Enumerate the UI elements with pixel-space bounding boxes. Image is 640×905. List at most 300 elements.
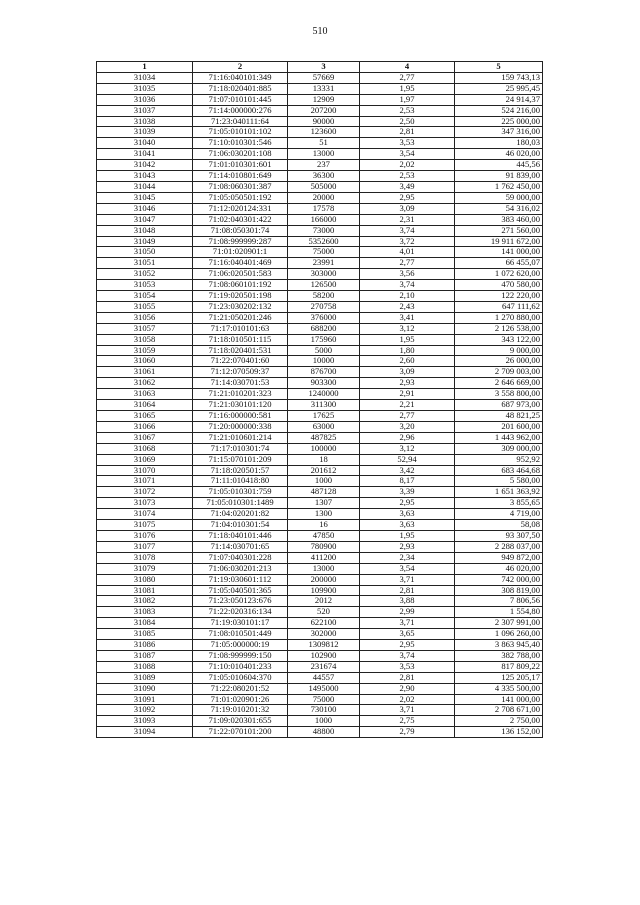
row-number-cell: 31064 bbox=[97, 400, 193, 411]
row-number-cell: 31035 bbox=[97, 83, 193, 94]
row-number-cell: 31090 bbox=[97, 683, 193, 694]
cadastral-value-cell: 4 719,00 bbox=[455, 509, 543, 520]
cadastral-value-cell: 141 000,00 bbox=[455, 694, 543, 705]
cadastral-number-cell: 71:10:010301:546 bbox=[193, 138, 288, 149]
cadastral-number-cell: 71:04:020201:82 bbox=[193, 509, 288, 520]
row-number-cell: 31043 bbox=[97, 171, 193, 182]
table-row bbox=[97, 83, 543, 94]
cadastral-number-cell: 71:12:070509:37 bbox=[193, 367, 288, 378]
area-cell: 47850 bbox=[288, 530, 360, 541]
table-row bbox=[97, 716, 543, 727]
specific-value-cell: 2,02 bbox=[360, 694, 455, 705]
column-header-4: 4 bbox=[360, 62, 455, 73]
specific-value-cell: 3,54 bbox=[360, 149, 455, 160]
column-header-2: 2 bbox=[193, 62, 288, 73]
specific-value-cell: 2,96 bbox=[360, 432, 455, 443]
specific-value-cell: 2,91 bbox=[360, 389, 455, 400]
specific-value-cell: 2,81 bbox=[360, 127, 455, 138]
cadastral-value-cell: 59 000,00 bbox=[455, 192, 543, 203]
specific-value-cell: 3,74 bbox=[360, 280, 455, 291]
cadastral-number-cell: 71:09:020301:655 bbox=[193, 716, 288, 727]
cadastral-value-cell: 225 000,00 bbox=[455, 116, 543, 127]
cadastral-number-cell: 71:07:040301:228 bbox=[193, 552, 288, 563]
cadastral-number-cell: 71:04:010301:54 bbox=[193, 520, 288, 531]
cadastral-value-cell: 93 307,50 bbox=[455, 530, 543, 541]
cadastral-number-cell: 71:17:010301:74 bbox=[193, 443, 288, 454]
table-row bbox=[97, 607, 543, 618]
area-cell: 63000 bbox=[288, 421, 360, 432]
area-cell: 75000 bbox=[288, 247, 360, 258]
cadastral-number-cell: 71:14:030701:53 bbox=[193, 378, 288, 389]
table-row bbox=[97, 727, 543, 738]
cadastral-number-cell: 71:01:010301:601 bbox=[193, 160, 288, 171]
table-row bbox=[97, 585, 543, 596]
area-cell: 2012 bbox=[288, 596, 360, 607]
row-number-cell: 31036 bbox=[97, 94, 193, 105]
table-row bbox=[97, 323, 543, 334]
table-row bbox=[97, 312, 543, 323]
column-header-3: 3 bbox=[288, 62, 360, 73]
cadastral-value-cell: 5 580,00 bbox=[455, 476, 543, 487]
specific-value-cell: 3,88 bbox=[360, 596, 455, 607]
row-number-cell: 31073 bbox=[97, 498, 193, 509]
table-row bbox=[97, 334, 543, 345]
area-cell: 100000 bbox=[288, 443, 360, 454]
specific-value-cell: 3,65 bbox=[360, 629, 455, 640]
table-row bbox=[97, 552, 543, 563]
row-number-cell: 31037 bbox=[97, 105, 193, 116]
cadastral-value-cell: 46 020,00 bbox=[455, 149, 543, 160]
row-number-cell: 31042 bbox=[97, 160, 193, 171]
cadastral-value-cell: 687 973,00 bbox=[455, 400, 543, 411]
cadastral-value-cell: 2 126 538,00 bbox=[455, 323, 543, 334]
row-number-cell: 31069 bbox=[97, 454, 193, 465]
cadastral-number-cell: 71:19:010201:32 bbox=[193, 705, 288, 716]
area-cell: 58200 bbox=[288, 291, 360, 302]
row-number-cell: 31077 bbox=[97, 541, 193, 552]
cadastral-number-cell: 71:05:010604:370 bbox=[193, 672, 288, 683]
table-row bbox=[97, 116, 543, 127]
table-row bbox=[97, 683, 543, 694]
row-number-cell: 31085 bbox=[97, 629, 193, 640]
row-number-cell: 31053 bbox=[97, 280, 193, 291]
cadastral-number-cell: 71:11:010418:80 bbox=[193, 476, 288, 487]
row-number-cell: 31044 bbox=[97, 181, 193, 192]
cadastral-number-cell: 71:23:030202:132 bbox=[193, 301, 288, 312]
table-body bbox=[97, 72, 543, 737]
area-cell: 270758 bbox=[288, 301, 360, 312]
area-cell: 231674 bbox=[288, 661, 360, 672]
area-cell: 102900 bbox=[288, 650, 360, 661]
table-row bbox=[97, 596, 543, 607]
cadastral-number-cell: 71:08:060301:387 bbox=[193, 181, 288, 192]
specific-value-cell: 4,01 bbox=[360, 247, 455, 258]
area-cell: 311300 bbox=[288, 400, 360, 411]
area-cell: 201612 bbox=[288, 465, 360, 476]
table-row bbox=[97, 378, 543, 389]
table-row bbox=[97, 149, 543, 160]
table-row bbox=[97, 476, 543, 487]
row-number-cell: 31063 bbox=[97, 389, 193, 400]
specific-value-cell: 2,81 bbox=[360, 672, 455, 683]
cadastral-number-cell: 71:22:070101:200 bbox=[193, 727, 288, 738]
row-number-cell: 31086 bbox=[97, 640, 193, 651]
cadastral-value-cell: 271 560,00 bbox=[455, 225, 543, 236]
row-number-cell: 31072 bbox=[97, 487, 193, 498]
table-row bbox=[97, 421, 543, 432]
row-number-cell: 31065 bbox=[97, 411, 193, 422]
row-number-cell: 31034 bbox=[97, 72, 193, 83]
area-cell: 207200 bbox=[288, 105, 360, 116]
specific-value-cell: 2,02 bbox=[360, 160, 455, 171]
row-number-cell: 31056 bbox=[97, 312, 193, 323]
table-row bbox=[97, 563, 543, 574]
cadastral-number-cell: 71:06:020501:583 bbox=[193, 269, 288, 280]
table-row bbox=[97, 171, 543, 182]
specific-value-cell: 3,63 bbox=[360, 509, 455, 520]
table-row bbox=[97, 356, 543, 367]
specific-value-cell: 2,90 bbox=[360, 683, 455, 694]
row-number-cell: 31080 bbox=[97, 574, 193, 585]
area-cell: 5352600 bbox=[288, 236, 360, 247]
specific-value-cell: 3,56 bbox=[360, 269, 455, 280]
page-number: 510 bbox=[312, 26, 328, 37]
specific-value-cell: 3,74 bbox=[360, 225, 455, 236]
cadastral-value-cell: 3 855,65 bbox=[455, 498, 543, 509]
cadastral-number-cell: 71:18:010501:115 bbox=[193, 334, 288, 345]
table-row bbox=[97, 138, 543, 149]
table-row bbox=[97, 367, 543, 378]
table-row bbox=[97, 127, 543, 138]
row-number-cell: 31089 bbox=[97, 672, 193, 683]
specific-value-cell: 1,95 bbox=[360, 83, 455, 94]
cadastral-number-cell: 71:22:080201:52 bbox=[193, 683, 288, 694]
row-number-cell: 31061 bbox=[97, 367, 193, 378]
specific-value-cell: 3,12 bbox=[360, 443, 455, 454]
cadastral-value-cell: 2 750,00 bbox=[455, 716, 543, 727]
area-cell: 20000 bbox=[288, 192, 360, 203]
area-cell: 23991 bbox=[288, 258, 360, 269]
area-cell: 36300 bbox=[288, 171, 360, 182]
row-number-cell: 31078 bbox=[97, 552, 193, 563]
cadastral-number-cell: 71:14:000000:276 bbox=[193, 105, 288, 116]
table-row bbox=[97, 694, 543, 705]
cadastral-value-cell: 125 205,17 bbox=[455, 672, 543, 683]
area-cell: 730100 bbox=[288, 705, 360, 716]
cadastral-number-cell: 71:21:050201:246 bbox=[193, 312, 288, 323]
table-row bbox=[97, 640, 543, 651]
specific-value-cell: 3,71 bbox=[360, 618, 455, 629]
table-row bbox=[97, 629, 543, 640]
table-row bbox=[97, 661, 543, 672]
cadastral-number-cell: 71:02:040301:422 bbox=[193, 214, 288, 225]
table-row bbox=[97, 454, 543, 465]
cadastral-number-cell: 71:18:040101:446 bbox=[193, 530, 288, 541]
row-number-cell: 31076 bbox=[97, 530, 193, 541]
area-cell: 75000 bbox=[288, 694, 360, 705]
row-number-cell: 31075 bbox=[97, 520, 193, 531]
cadastral-number-cell: 71:18:020401:885 bbox=[193, 83, 288, 94]
cadastral-number-cell: 71:08:010501:449 bbox=[193, 629, 288, 640]
cadastral-number-cell: 71:05:040501:365 bbox=[193, 585, 288, 596]
area-cell: 166000 bbox=[288, 214, 360, 225]
row-number-cell: 31055 bbox=[97, 301, 193, 312]
row-number-cell: 31084 bbox=[97, 618, 193, 629]
specific-value-cell: 3,53 bbox=[360, 661, 455, 672]
cadastral-value-cell: 1 443 962,00 bbox=[455, 432, 543, 443]
specific-value-cell: 1,95 bbox=[360, 530, 455, 541]
cadastral-value-cell: 470 580,00 bbox=[455, 280, 543, 291]
specific-value-cell: 3,71 bbox=[360, 705, 455, 716]
row-number-cell: 31051 bbox=[97, 258, 193, 269]
cadastral-value-cell: 66 455,07 bbox=[455, 258, 543, 269]
cadastral-value-cell: 180,03 bbox=[455, 138, 543, 149]
specific-value-cell: 3,42 bbox=[360, 465, 455, 476]
area-cell: 780900 bbox=[288, 541, 360, 552]
cadastral-number-cell: 71:10:010401:233 bbox=[193, 661, 288, 672]
cadastral-number-cell: 71:01:020901:26 bbox=[193, 694, 288, 705]
cadastral-number-cell: 71:22:070401:60 bbox=[193, 356, 288, 367]
cadastral-value-cell: 817 809,22 bbox=[455, 661, 543, 672]
row-number-cell: 31050 bbox=[97, 247, 193, 258]
area-cell: 505000 bbox=[288, 181, 360, 192]
cadastral-number-cell: 71:20:000000:338 bbox=[193, 421, 288, 432]
row-number-cell: 31057 bbox=[97, 323, 193, 334]
area-cell: 1309812 bbox=[288, 640, 360, 651]
row-number-cell: 31071 bbox=[97, 476, 193, 487]
cadastral-value-cell: 2 646 669,00 bbox=[455, 378, 543, 389]
area-cell: 12909 bbox=[288, 94, 360, 105]
specific-value-cell: 2,79 bbox=[360, 727, 455, 738]
row-number-cell: 31046 bbox=[97, 203, 193, 214]
cadastral-value-cell: 647 111,62 bbox=[455, 301, 543, 312]
area-cell: 876700 bbox=[288, 367, 360, 378]
table-row bbox=[97, 520, 543, 531]
cadastral-value-cell: 2 708 671,00 bbox=[455, 705, 543, 716]
cadastral-number-cell: 71:17:010101:63 bbox=[193, 323, 288, 334]
area-cell: 123600 bbox=[288, 127, 360, 138]
cadastral-number-cell: 71:19:030601:112 bbox=[193, 574, 288, 585]
table-row bbox=[97, 498, 543, 509]
cadastral-value-cell: 201 600,00 bbox=[455, 421, 543, 432]
cadastral-number-cell: 71:21:010601:214 bbox=[193, 432, 288, 443]
cadastral-value-cell: 382 788,00 bbox=[455, 650, 543, 661]
area-cell: 688200 bbox=[288, 323, 360, 334]
table-row bbox=[97, 280, 543, 291]
specific-value-cell: 2,10 bbox=[360, 291, 455, 302]
table-row bbox=[97, 400, 543, 411]
cadastral-number-cell: 71:23:040111:64 bbox=[193, 116, 288, 127]
specific-value-cell: 3,09 bbox=[360, 203, 455, 214]
row-number-cell: 31066 bbox=[97, 421, 193, 432]
cadastral-value-cell: 2 709 003,00 bbox=[455, 367, 543, 378]
cadastral-value-cell: 1 096 260,00 bbox=[455, 629, 543, 640]
area-cell: 1307 bbox=[288, 498, 360, 509]
table-row bbox=[97, 541, 543, 552]
area-cell: 1495000 bbox=[288, 683, 360, 694]
row-number-cell: 31068 bbox=[97, 443, 193, 454]
row-number-cell: 31049 bbox=[97, 236, 193, 247]
area-cell: 303000 bbox=[288, 269, 360, 280]
area-cell: 5000 bbox=[288, 345, 360, 356]
area-cell: 411200 bbox=[288, 552, 360, 563]
cadastral-number-cell: 71:16:040401:469 bbox=[193, 258, 288, 269]
row-number-cell: 31045 bbox=[97, 192, 193, 203]
row-number-cell: 31094 bbox=[97, 727, 193, 738]
area-cell: 175960 bbox=[288, 334, 360, 345]
area-cell: 13331 bbox=[288, 83, 360, 94]
table-row bbox=[97, 705, 543, 716]
specific-value-cell: 2,43 bbox=[360, 301, 455, 312]
cadastral-value-cell: 309 000,00 bbox=[455, 443, 543, 454]
table-row bbox=[97, 301, 543, 312]
area-cell: 17625 bbox=[288, 411, 360, 422]
specific-value-cell: 2,99 bbox=[360, 607, 455, 618]
cadastral-value-cell: 445,56 bbox=[455, 160, 543, 171]
area-cell: 73000 bbox=[288, 225, 360, 236]
table-row bbox=[97, 72, 543, 83]
table-row bbox=[97, 345, 543, 356]
area-cell: 57669 bbox=[288, 72, 360, 83]
table-row bbox=[97, 465, 543, 476]
table-row bbox=[97, 258, 543, 269]
cadastral-value-cell: 25 995,45 bbox=[455, 83, 543, 94]
row-number-cell: 31060 bbox=[97, 356, 193, 367]
row-number-cell: 31067 bbox=[97, 432, 193, 443]
row-number-cell: 31083 bbox=[97, 607, 193, 618]
cadastral-value-cell: 54 316,02 bbox=[455, 203, 543, 214]
row-number-cell: 31081 bbox=[97, 585, 193, 596]
cadastral-number-cell: 71:08:050301:74 bbox=[193, 225, 288, 236]
table-row bbox=[97, 487, 543, 498]
cadastral-number-cell: 71:18:020501:57 bbox=[193, 465, 288, 476]
area-cell: 16 bbox=[288, 520, 360, 531]
cadastral-number-cell: 71:15:070101:209 bbox=[193, 454, 288, 465]
row-number-cell: 31062 bbox=[97, 378, 193, 389]
cadastral-value-cell: 1 651 363,92 bbox=[455, 487, 543, 498]
row-number-cell: 31088 bbox=[97, 661, 193, 672]
area-cell: 376000 bbox=[288, 312, 360, 323]
row-number-cell: 31039 bbox=[97, 127, 193, 138]
cadastral-value-cell: 26 000,00 bbox=[455, 356, 543, 367]
cadastral-value-cell: 524 216,00 bbox=[455, 105, 543, 116]
specific-value-cell: 3,53 bbox=[360, 138, 455, 149]
cadastral-value-cell: 7 806,56 bbox=[455, 596, 543, 607]
cadastral-number-cell: 71:18:020401:531 bbox=[193, 345, 288, 356]
area-cell: 302000 bbox=[288, 629, 360, 640]
specific-value-cell: 3,72 bbox=[360, 236, 455, 247]
specific-value-cell: 2,21 bbox=[360, 400, 455, 411]
cadastral-number-cell: 71:14:010801:649 bbox=[193, 171, 288, 182]
cadastral-value-cell: 1 762 450,00 bbox=[455, 181, 543, 192]
table-row bbox=[97, 192, 543, 203]
area-cell: 10000 bbox=[288, 356, 360, 367]
specific-value-cell: 2,77 bbox=[360, 411, 455, 422]
specific-value-cell: 1,95 bbox=[360, 334, 455, 345]
area-cell: 1240000 bbox=[288, 389, 360, 400]
row-number-cell: 31038 bbox=[97, 116, 193, 127]
table-row bbox=[97, 269, 543, 280]
table-row bbox=[97, 530, 543, 541]
area-cell: 51 bbox=[288, 138, 360, 149]
cadastral-value-cell: 141 000,00 bbox=[455, 247, 543, 258]
cadastral-value-cell: 952,92 bbox=[455, 454, 543, 465]
cadastral-number-cell: 71:01:020901:1 bbox=[193, 247, 288, 258]
cadastral-value-cell: 383 460,00 bbox=[455, 214, 543, 225]
specific-value-cell: 2,93 bbox=[360, 541, 455, 552]
table-row bbox=[97, 236, 543, 247]
table-row bbox=[97, 203, 543, 214]
table-row bbox=[97, 574, 543, 585]
row-number-cell: 31059 bbox=[97, 345, 193, 356]
specific-value-cell: 3,20 bbox=[360, 421, 455, 432]
cadastral-number-cell: 71:08:999999:287 bbox=[193, 236, 288, 247]
specific-value-cell: 2,93 bbox=[360, 378, 455, 389]
table-row bbox=[97, 214, 543, 225]
cadastral-value-cell: 1 270 880,00 bbox=[455, 312, 543, 323]
area-cell: 44557 bbox=[288, 672, 360, 683]
row-number-cell: 31052 bbox=[97, 269, 193, 280]
cadastral-value-cell: 308 819,00 bbox=[455, 585, 543, 596]
column-header-1: 1 bbox=[97, 62, 193, 73]
specific-value-cell: 3,39 bbox=[360, 487, 455, 498]
table-row bbox=[97, 181, 543, 192]
table-row bbox=[97, 291, 543, 302]
cadastral-number-cell: 71:22:020316:134 bbox=[193, 607, 288, 618]
row-number-cell: 31082 bbox=[97, 596, 193, 607]
table-row bbox=[97, 160, 543, 171]
specific-value-cell: 2,81 bbox=[360, 585, 455, 596]
row-number-cell: 31058 bbox=[97, 334, 193, 345]
cadastral-number-cell: 71:23:050123:676 bbox=[193, 596, 288, 607]
cadastral-value-cell: 159 743,13 bbox=[455, 72, 543, 83]
cadastral-value-cell: 3 558 800,00 bbox=[455, 389, 543, 400]
cadastral-value-cell: 742 000,00 bbox=[455, 574, 543, 585]
cadastral-value-cell: 343 122,00 bbox=[455, 334, 543, 345]
cadastral-value-cell: 136 152,00 bbox=[455, 727, 543, 738]
table-row bbox=[97, 618, 543, 629]
cadastral-number-cell: 71:06:030201:108 bbox=[193, 149, 288, 160]
row-number-cell: 31079 bbox=[97, 563, 193, 574]
row-number-cell: 31093 bbox=[97, 716, 193, 727]
area-cell: 17578 bbox=[288, 203, 360, 214]
cadastral-number-cell: 71:16:040101:349 bbox=[193, 72, 288, 83]
cadastral-value-cell: 2 288 037,00 bbox=[455, 541, 543, 552]
cadastral-number-cell: 71:05:010101:102 bbox=[193, 127, 288, 138]
row-number-cell: 31074 bbox=[97, 509, 193, 520]
cadastral-value-cell: 9 000,00 bbox=[455, 345, 543, 356]
cadastral-number-cell: 71:21:030101:120 bbox=[193, 400, 288, 411]
specific-value-cell: 2,60 bbox=[360, 356, 455, 367]
specific-value-cell: 3,49 bbox=[360, 181, 455, 192]
specific-value-cell: 2,95 bbox=[360, 192, 455, 203]
cadastral-value-cell: 19 911 672,00 bbox=[455, 236, 543, 247]
cadastral-number-cell: 71:05:050501:192 bbox=[193, 192, 288, 203]
table-row bbox=[97, 443, 543, 454]
cadastral-value-cell: 347 316,00 bbox=[455, 127, 543, 138]
area-cell: 520 bbox=[288, 607, 360, 618]
cadastral-number-cell: 71:12:020124:331 bbox=[193, 203, 288, 214]
cadastral-number-cell: 71:05:010301:759 bbox=[193, 487, 288, 498]
row-number-cell: 31070 bbox=[97, 465, 193, 476]
cadastral-number-cell: 71:08:060101:192 bbox=[193, 280, 288, 291]
area-cell: 903300 bbox=[288, 378, 360, 389]
row-number-cell: 31041 bbox=[97, 149, 193, 160]
specific-value-cell: 3,09 bbox=[360, 367, 455, 378]
area-cell: 109900 bbox=[288, 585, 360, 596]
specific-value-cell: 2,53 bbox=[360, 171, 455, 182]
table-row bbox=[97, 432, 543, 443]
